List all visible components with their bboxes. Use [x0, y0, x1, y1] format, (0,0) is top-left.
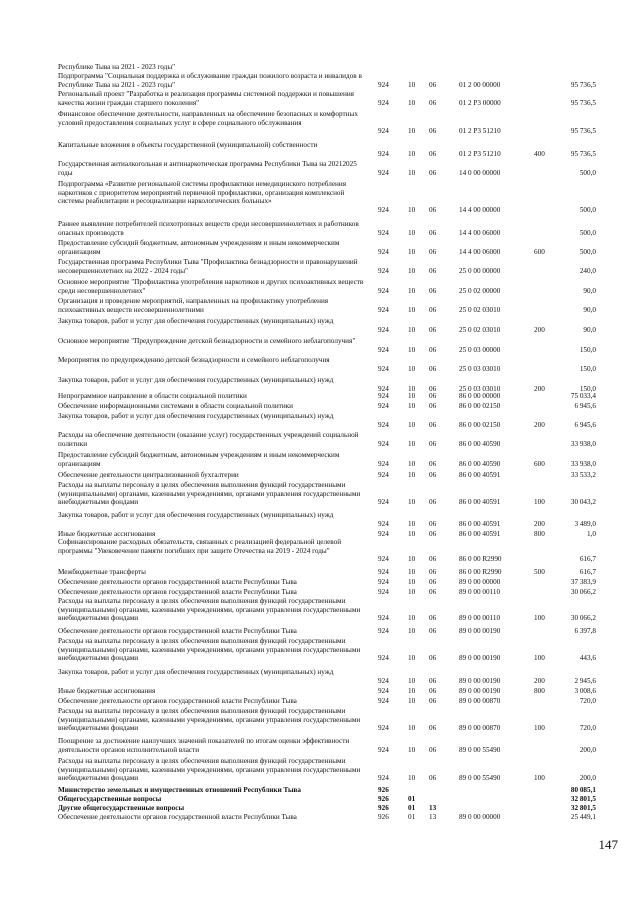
subsection-code: 13	[429, 813, 437, 821]
subsection-code: 06	[429, 384, 437, 393]
amount: 90,0	[583, 305, 596, 314]
admin-code: 924	[378, 345, 389, 354]
table-row	[0, 697, 639, 706]
target-article-code: 14 0 00 00000	[459, 168, 501, 177]
target-article-code: 86 0 00 02150	[459, 402, 501, 410]
target-article-code: 01 2 00 00000	[459, 80, 501, 89]
amount: 150,0	[579, 345, 596, 354]
table-row	[0, 278, 639, 295]
admin-code: 924	[378, 247, 389, 256]
target-article-code: 14 4 00 06000	[459, 247, 501, 256]
table-row	[0, 63, 639, 72]
item-name: Обеспечение деятельности органов государственной власти Республики Тыва	[58, 578, 297, 586]
amount: 443,6	[579, 654, 596, 663]
admin-code: 924	[378, 98, 389, 107]
table-row	[0, 297, 639, 314]
amount: 720,0	[579, 724, 596, 733]
table-row	[0, 180, 639, 214]
amount: 25 449,1	[570, 813, 596, 821]
subsection-code: 06	[429, 392, 437, 400]
amount: 30 066,2	[570, 614, 596, 623]
subsection-code: 06	[429, 325, 437, 334]
target-article-code: 89 0 00 00870	[459, 697, 501, 705]
item-name: Основное мероприятие "Предупреждение детской безнадзорности и семейного неблагополучия"	[58, 337, 356, 345]
admin-code: 924	[378, 588, 389, 596]
subsection-code: 06	[429, 149, 437, 158]
admin-code: 924	[378, 80, 389, 89]
item-name: Обеспечение деятельности органов государственной власти Республики Тыва	[58, 627, 297, 635]
expense-type-code: 200	[534, 420, 545, 429]
expense-type-code: 100	[534, 654, 545, 663]
expense-type-code: 200	[534, 384, 545, 393]
expense-type-code: 800	[534, 687, 545, 695]
admin-code: 924	[378, 745, 389, 754]
admin-code: 924	[378, 364, 389, 373]
target-article-code: 86 0 00 40590	[459, 439, 501, 448]
section-code: 10	[408, 384, 416, 393]
table-row	[0, 110, 639, 136]
target-article-code: 89 0 00 55490	[459, 774, 501, 783]
target-article-code: 25 0 02 03010	[459, 325, 501, 334]
section-code: 10	[408, 578, 416, 586]
table-row	[0, 813, 639, 822]
item-name: Обеспечение деятельности органов государственной власти Республики Тыва	[58, 588, 297, 596]
table-row	[0, 141, 639, 158]
admin-code: 924	[378, 420, 389, 429]
section-code: 10	[408, 439, 416, 448]
section-code: 10	[408, 697, 416, 705]
section-code: 10	[408, 247, 416, 256]
item-name: Иные бюджетные ассигнования	[58, 687, 156, 695]
section-code: 10	[408, 168, 416, 177]
table-row	[0, 392, 639, 401]
amount: 30 043,2	[570, 498, 596, 507]
section-code: 01	[408, 804, 416, 812]
table-row	[0, 376, 639, 393]
item-name: Мероприятия по предупреждению детской безнадзорности и семейного неблагополучия	[58, 356, 330, 364]
subsection-code: 06	[429, 676, 437, 685]
amount: 616,7	[579, 555, 596, 564]
section-code: 10	[408, 80, 416, 89]
subsection-code: 06	[429, 697, 437, 705]
table-row	[0, 737, 639, 754]
section-code: 10	[408, 149, 416, 158]
item-name: Республике Тыва на 2021 - 2023 годы"	[58, 63, 176, 71]
item-name: Финансовое обеспечение деятельности, направленных на обеспечение безопасных и комфортных условий предоставления социальных услуг в сфере социального обслуживания	[58, 110, 358, 127]
expense-type-code: 500	[534, 568, 545, 576]
target-article-code: 25 0 03 00000	[459, 345, 501, 354]
amount: 2 945,6	[574, 676, 596, 685]
target-article-code: 86 0 00 40591	[459, 530, 501, 538]
item-name: Предоставление субсидий бюджетным, автономным учреждениям и иным некоммерческим организациям	[58, 239, 340, 256]
subsection-code: 06	[429, 345, 437, 354]
amount: 6 945,6	[574, 420, 596, 429]
table-row	[0, 239, 639, 256]
amount: 90,0	[583, 325, 596, 334]
item-name: Другие общегосударственные вопросы	[58, 804, 185, 812]
table-row	[0, 431, 639, 448]
item-name: Непрограммное направление в области социальной политики	[58, 392, 247, 400]
table-row	[0, 588, 639, 597]
amount: 500,0	[579, 168, 596, 177]
amount: 95 736,5	[570, 80, 596, 89]
target-article-code: 89 0 00 00190	[459, 687, 501, 695]
table-row	[0, 72, 639, 89]
admin-code: 924	[378, 402, 389, 410]
admin-code: 924	[378, 654, 389, 663]
section-code: 10	[408, 305, 416, 314]
subsection-code: 06	[429, 654, 437, 663]
amount: 95 736,5	[570, 149, 596, 158]
item-name: Софинансирование расходных обязательств, связанных с реализацией федеральной целевой программы "Увековечение памяти погибших при защите Отечества на 2019 - 2024 годы"	[58, 538, 342, 555]
amount: 33 938,0	[570, 459, 596, 468]
section-code: 10	[408, 98, 416, 107]
admin-code: 924	[378, 774, 389, 783]
subsection-code: 06	[429, 568, 437, 576]
amount: 6 397,8	[574, 627, 596, 635]
section-code: 01	[408, 813, 416, 821]
section-code: 10	[408, 724, 416, 733]
table-row	[0, 90, 639, 107]
item-name: Закупка товаров, работ и услуг для обеспечения государственных (муниципальных) нужд	[58, 317, 334, 325]
item-name: Обеспечение деятельности органов государственной власти Республики Тыва	[58, 813, 297, 821]
expense-type-code: 100	[534, 614, 545, 623]
admin-code: 924	[378, 614, 389, 623]
expense-type-code: 400	[534, 149, 545, 158]
admin-code: 924	[378, 519, 389, 528]
amount: 80 085,1	[570, 786, 596, 794]
section-code: 10	[408, 614, 416, 623]
amount: 500,0	[579, 205, 596, 214]
section-code: 10	[408, 402, 416, 410]
item-name: Обеспечение информационными системами в области социальной политики	[58, 402, 294, 410]
table-row	[0, 578, 639, 587]
subsection-code: 06	[429, 98, 437, 107]
subsection-code: 06	[429, 439, 437, 448]
amount: 200,0	[579, 745, 596, 754]
amount: 33 938,0	[570, 439, 596, 448]
section-code: 10	[408, 519, 416, 528]
subsection-code: 06	[429, 266, 437, 275]
section-code: 10	[408, 588, 416, 596]
item-name: Подпрограмма «Развитие региональной системы профилактики немедицинского потребления наркотиков с приоритетом мероприятий первичной профилактики, организация комплексной системы реабилитации и ресоциализации наркологических больных»	[58, 180, 347, 206]
target-article-code: 25 0 03 03010	[459, 384, 501, 393]
admin-code: 924	[378, 149, 389, 158]
section-code: 10	[408, 774, 416, 783]
section-code: 10	[408, 345, 416, 354]
table-row	[0, 337, 639, 354]
amount: 3 008,6	[574, 687, 596, 695]
section-code: 10	[408, 228, 416, 237]
table-row	[0, 402, 639, 411]
target-article-code: 89 0 00 00000	[459, 578, 501, 586]
item-name: Расходы на обеспечение деятельности (оказание услуг) государственных учреждений социальной политики	[58, 431, 359, 448]
section-code: 10	[408, 205, 416, 214]
section-code: 10	[408, 364, 416, 373]
admin-code: 924	[378, 266, 389, 275]
section-code: 10	[408, 471, 416, 479]
subsection-code: 06	[429, 168, 437, 177]
admin-code: 926	[378, 795, 389, 803]
table-row	[0, 687, 639, 696]
amount: 200,0	[579, 774, 596, 783]
amount: 90,0	[583, 286, 596, 295]
subsection-code: 06	[429, 498, 437, 507]
admin-code: 924	[378, 127, 389, 136]
expense-type-code: 100	[534, 724, 545, 733]
item-name: Обеспечение деятельности органов государственной власти Республики Тыва	[58, 697, 297, 705]
target-article-code: 01 2 P3 51210	[459, 127, 501, 136]
expense-type-code: 100	[534, 774, 545, 783]
item-name: Расходы на выплаты персоналу в целях обеспечения выполнения функций государственными (муниципальными) органами, казенными учреждениями, органами управления государственными внебюджетными фондами	[58, 707, 361, 733]
target-article-code: 89 0 00 00110	[459, 588, 501, 596]
target-article-code: 01 2 P3 00000	[459, 98, 501, 107]
admin-code: 924	[378, 305, 389, 314]
section-code: 10	[408, 654, 416, 663]
table-row	[0, 538, 639, 564]
admin-code: 924	[378, 392, 389, 400]
table-row	[0, 757, 639, 783]
target-article-code: 86 0 00 40590	[459, 459, 501, 468]
expense-type-code: 200	[534, 676, 545, 685]
admin-code: 924	[378, 459, 389, 468]
admin-code: 924	[378, 724, 389, 733]
item-name: Общегосударственные вопросы	[58, 795, 162, 803]
amount: 95 736,5	[570, 127, 596, 136]
table-row	[0, 481, 639, 507]
section-code: 10	[408, 555, 416, 564]
item-name: Обеспечение деятельности централизованной бухгалтерии	[58, 471, 239, 479]
subsection-code: 06	[429, 627, 437, 635]
item-name: Закупка товаров, работ и услуг для обеспечения государственных (муниципальных) нужд	[58, 511, 334, 519]
table-row	[0, 597, 639, 623]
item-name: Поощрение за достижение наилучших значений показателей по итогам оценки эффективности деятельности органов исполнительной власти	[58, 737, 350, 754]
target-article-code: 01 2 P3 51210	[459, 149, 501, 158]
target-article-code: 86 0 00 R2990	[459, 555, 502, 564]
subsection-code: 06	[429, 80, 437, 89]
subsection-code: 06	[429, 745, 437, 754]
item-name: Расходы на выплаты персоналу в целях обеспечения выполнения функций государственными (муниципальными) органами, казенными учреждениями, органами управления государственными внебюджетными фондами	[58, 637, 361, 663]
item-name: Основное мероприятие "Профилактика употребления наркотиков и других психоактивных веществ среди несовершеннолетних"	[58, 278, 364, 295]
item-name: Организация и проведение мероприятий, направленных на профилактику употребления психоактивных веществ несовершеннолетними	[58, 297, 329, 314]
subsection-code: 06	[429, 588, 437, 596]
table-row	[0, 795, 639, 804]
amount: 150,0	[579, 384, 596, 393]
table-row	[0, 568, 639, 577]
target-article-code: 89 0 00 00190	[459, 654, 501, 663]
admin-code: 924	[378, 286, 389, 295]
amount: 6 945,6	[574, 402, 596, 410]
expense-type-code: 800	[534, 530, 545, 538]
amount: 500,0	[579, 247, 596, 256]
table-row	[0, 511, 639, 528]
admin-code: 924	[378, 687, 389, 695]
subsection-code: 06	[429, 228, 437, 237]
subsection-code: 06	[429, 420, 437, 429]
target-article-code: 86 0 00 40591	[459, 519, 501, 528]
section-code: 10	[408, 568, 416, 576]
amount: 37 383,9	[570, 578, 596, 586]
expense-type-code: 200	[534, 325, 545, 334]
table-row	[0, 471, 639, 480]
item-name: Закупка товаров, работ и услуг для обеспечения государственных (муниципальных) нужд	[58, 376, 334, 384]
target-article-code: 25 0 02 00000	[459, 286, 501, 295]
subsection-code: 06	[429, 555, 437, 564]
subsection-code: 06	[429, 127, 437, 136]
target-article-code: 89 0 00 55490	[459, 745, 501, 754]
target-article-code: 14 4 00 06000	[459, 228, 501, 237]
amount: 616,7	[579, 568, 596, 576]
amount: 240,0	[579, 266, 596, 275]
subsection-code: 06	[429, 205, 437, 214]
target-article-code: 89 0 00 00870	[459, 724, 501, 733]
target-article-code: 89 0 00 00190	[459, 676, 501, 685]
item-name: Региональный проект "Разработка и реализация программы системной поддержки и повышения качества жизни граждан старшего поколения"	[58, 90, 354, 107]
admin-code: 924	[378, 228, 389, 237]
target-article-code: 25 0 02 03010	[459, 305, 501, 314]
section-code: 10	[408, 627, 416, 635]
section-code: 10	[408, 127, 416, 136]
item-name: Иные бюджетные ассигнования	[58, 530, 156, 538]
subsection-code: 06	[429, 471, 437, 479]
item-name: Расходы на выплаты персоналу в целях обеспечения выполнения функций государственными (муниципальными) органами, казенными учреждениями, органами управления государственными внебюджетными фондами	[58, 597, 361, 623]
item-name: Подпрограмма "Социальная поддержка и обслуживание граждан пожилого возраста и инвалидов в Республике Тыва на 2021 - 2023 годы"	[58, 72, 362, 89]
target-article-code: 25 0 03 03010	[459, 364, 501, 373]
target-article-code: 25 0 00 00000	[459, 266, 501, 275]
section-code: 10	[408, 325, 416, 334]
admin-code: 926	[378, 813, 389, 821]
amount: 500,0	[579, 228, 596, 237]
subsection-code: 06	[429, 364, 437, 373]
admin-code: 924	[378, 498, 389, 507]
item-name: Расходы на выплаты персоналу в целях обеспечения выполнения функций государственными (муниципальными) органами, казенными учреждениями, органами управления государственными внебюджетными фондами	[58, 757, 361, 783]
subsection-code: 06	[429, 614, 437, 623]
target-article-code: 86 0 00 00000	[459, 392, 501, 400]
subsection-code: 06	[429, 578, 437, 586]
expense-type-code: 600	[534, 459, 545, 468]
amount: 720,0	[579, 697, 596, 705]
table-row	[0, 637, 639, 663]
section-code: 10	[408, 676, 416, 685]
subsection-code: 06	[429, 286, 437, 295]
target-article-code: 89 0 00 00110	[459, 614, 501, 623]
amount: 32 801,5	[570, 795, 596, 803]
section-code: 10	[408, 392, 416, 400]
target-article-code: 89 0 00 00190	[459, 627, 501, 635]
target-article-code: 14 4 00 00000	[459, 205, 501, 214]
target-article-code: 86 0 00 R2990	[459, 568, 502, 576]
subsection-code: 06	[429, 402, 437, 410]
subsection-code: 13	[429, 804, 437, 812]
item-name: Межбюджетные трансферты	[58, 568, 146, 576]
table-row	[0, 668, 639, 685]
subsection-code: 06	[429, 247, 437, 256]
amount: 30 066,2	[570, 588, 596, 596]
admin-code: 926	[378, 804, 389, 812]
table-row	[0, 220, 639, 237]
table-row	[0, 451, 639, 468]
admin-code: 924	[378, 568, 389, 576]
admin-code: 924	[378, 168, 389, 177]
section-code: 01	[408, 795, 416, 803]
section-code: 10	[408, 459, 416, 468]
target-article-code: 86 0 00 40591	[459, 471, 501, 479]
table-row	[0, 707, 639, 733]
item-name: Закупка товаров, работ и услуг для обеспечения государственных (муниципальных) нужд	[58, 412, 334, 420]
admin-code: 924	[378, 205, 389, 214]
table-row	[0, 160, 639, 177]
subsection-code: 06	[429, 519, 437, 528]
item-name: Расходы на выплаты персоналу в целях обеспечения выполнения функций государственными (муниципальными) органами, казенными учреждениями, органами управления государственными внебюджетными фондами	[58, 481, 361, 507]
item-name: Закупка товаров, работ и услуг для обеспечения государственных (муниципальных) нужд	[58, 668, 334, 676]
target-article-code: 86 0 00 02150	[459, 420, 501, 429]
item-name: Раннее выявление потребителей психотропных веществ среди несовершеннолетних и работников опасных производств	[58, 220, 359, 237]
section-code: 10	[408, 266, 416, 275]
item-name: Министерство земельных и имущественных отношений Республики Тыва	[58, 786, 302, 794]
item-name: Капитальные вложения в объекты государственной (муниципальной) собственности	[58, 141, 318, 149]
table-row	[0, 804, 639, 813]
item-name: Государственная антиалкогольная и антинаркотическая программа Республики Тыва на 20212025 годы	[58, 160, 357, 177]
target-article-code: 89 0 00 00000	[459, 813, 501, 821]
amount: 95 736,5	[570, 98, 596, 107]
table-row	[0, 317, 639, 334]
admin-code: 926	[378, 786, 389, 794]
subsection-code: 06	[429, 305, 437, 314]
amount: 33 533,2	[570, 471, 596, 479]
amount: 32 801,5	[570, 804, 596, 812]
subsection-code: 06	[429, 530, 437, 538]
target-article-code: 86 0 00 40591	[459, 498, 501, 507]
section-code: 10	[408, 530, 416, 538]
admin-code: 924	[378, 555, 389, 564]
amount: 150,0	[579, 364, 596, 373]
admin-code: 924	[378, 627, 389, 635]
subsection-code: 06	[429, 687, 437, 695]
subsection-code: 06	[429, 774, 437, 783]
section-code: 10	[408, 420, 416, 429]
admin-code: 924	[378, 676, 389, 685]
admin-code: 924	[378, 384, 389, 393]
admin-code: 924	[378, 697, 389, 705]
subsection-code: 06	[429, 724, 437, 733]
admin-code: 924	[378, 471, 389, 479]
admin-code: 924	[378, 325, 389, 334]
table-row	[0, 786, 639, 795]
table-row	[0, 258, 639, 275]
section-code: 10	[408, 286, 416, 295]
item-name: Предоставление субсидий бюджетным, автономным учреждениям и иным некоммерческим организациям	[58, 451, 340, 468]
amount: 3 489,0	[574, 519, 596, 528]
amount: 1,0	[587, 530, 596, 538]
amount: 75 033,4	[570, 392, 596, 400]
page-number: 147	[598, 837, 618, 852]
table-row	[0, 412, 639, 429]
subsection-code: 06	[429, 459, 437, 468]
admin-code: 924	[378, 530, 389, 538]
table-row	[0, 356, 639, 373]
section-code: 10	[408, 745, 416, 754]
table-row	[0, 627, 639, 636]
expense-type-code: 100	[534, 498, 545, 507]
section-code: 10	[408, 687, 416, 695]
item-name: Государственная программа Республики Тыва "Профилактика безнадзорности и правонарушений несовершеннолетних на 2022 - 2024 годы"	[58, 258, 358, 275]
admin-code: 924	[378, 578, 389, 586]
section-code: 10	[408, 498, 416, 507]
expense-type-code: 200	[534, 519, 545, 528]
admin-code: 924	[378, 439, 389, 448]
expense-type-code: 600	[534, 247, 545, 256]
